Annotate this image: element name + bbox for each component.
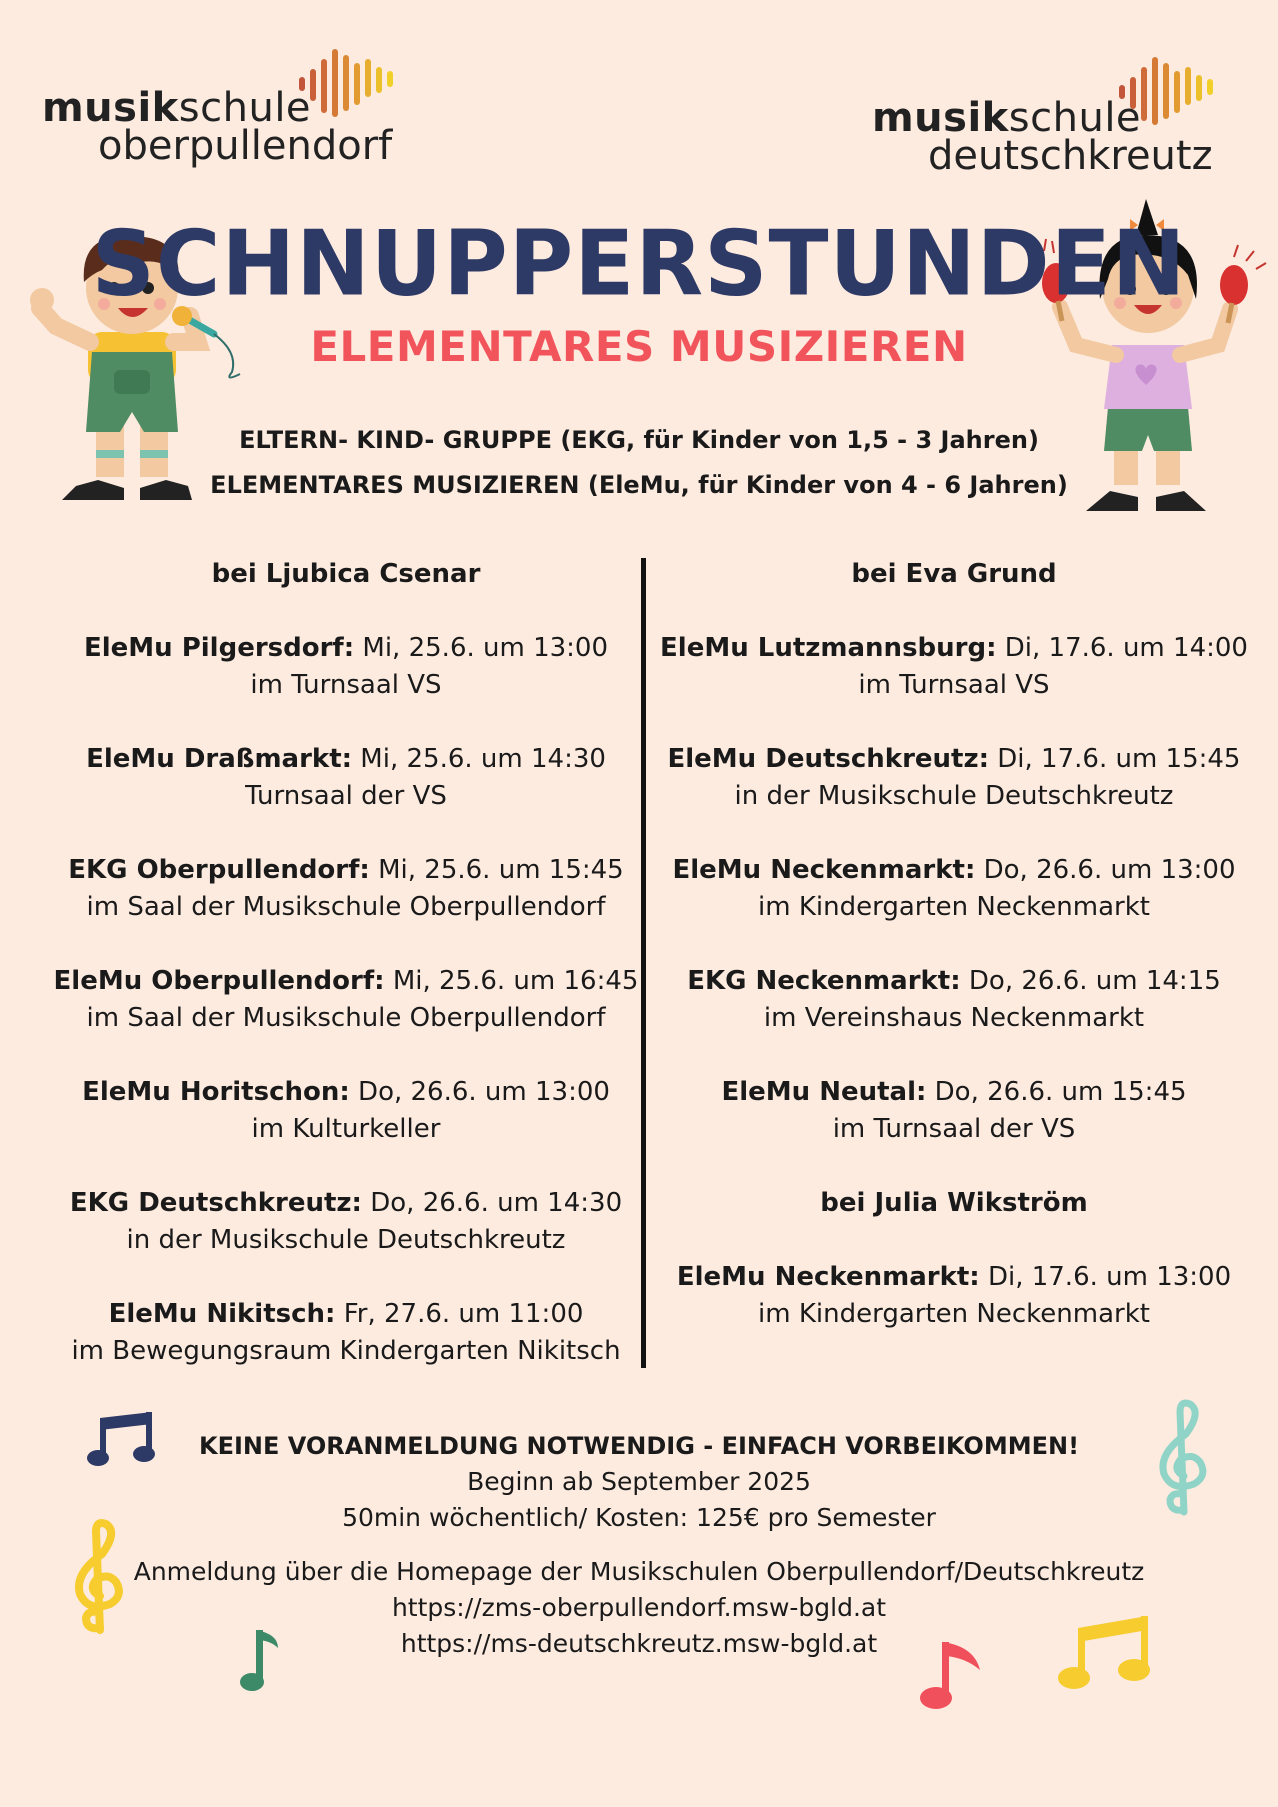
event-place: im Kindergarten Neckenmarkt: [758, 892, 1150, 922]
group-ekg: ELTERN- KIND- GRUPPE (EKG, für Kinder von 1,5 - 3 Jahren): [239, 426, 1039, 454]
treble-clef-icon: [60, 1520, 140, 1635]
event-time: Mi, 25.6. um 16:45: [384, 966, 639, 996]
event-name: EleMu Lutzmannsburg:: [660, 633, 997, 663]
event-item: [36, 1074, 656, 1148]
left-column: [36, 556, 656, 1407]
event-item: [36, 741, 656, 815]
event-time: Mi, 25.6. um 13:00: [354, 633, 609, 663]
event-item: [644, 741, 1264, 815]
treble-clef-icon: [1148, 1400, 1218, 1520]
event-item: [36, 1296, 656, 1370]
eighth-note-icon: [238, 1626, 284, 1696]
eighth-note-icon: [912, 1636, 992, 1716]
logo-right-bold: musik: [872, 95, 1009, 141]
cost-info: 50min wöchentlich/ Kosten: 125€ pro Semester: [342, 1503, 936, 1532]
logo-left-line2: oberpullendorf: [98, 123, 393, 169]
event-item: [36, 1185, 656, 1259]
event-name: EleMu Deutschkreutz:: [667, 744, 990, 774]
event-time: Di, 17.6. um 13:00: [979, 1262, 1232, 1292]
event-time: Do, 26.6. um 14:15: [960, 966, 1221, 996]
event-item: [644, 963, 1264, 1037]
event-item: [644, 630, 1264, 704]
event-name: EleMu Oberpullendorf:: [53, 966, 385, 996]
event-item: [36, 852, 656, 926]
right-column: [644, 556, 1264, 1370]
event-time: Mi, 25.6. um 14:30: [352, 744, 606, 774]
event-time: Do, 26.6. um 13:00: [349, 1077, 610, 1107]
teacher-heading: bei Eva Grund: [851, 559, 1057, 589]
event-name: EKG Oberpullendorf:: [68, 855, 370, 885]
logo-right-line2: deutschkreutz: [928, 133, 1213, 179]
event-time: Do, 26.6. um 14:30: [361, 1188, 623, 1218]
no-registration-notice: KEINE VORANMELDUNG NOTWENDIG - EINFACH VORBEIKOMMEN!: [198, 1432, 1080, 1460]
teacher-heading: bei Ljubica Csenar: [211, 559, 481, 589]
event-time: Di, 17.6. um 14:00: [996, 633, 1248, 663]
event-name: EleMu Pilgersdorf:: [83, 633, 355, 663]
event-name: EleMu Neckenmarkt:: [672, 855, 976, 885]
event-item: [644, 1259, 1264, 1333]
sound-wave-icon: [1118, 56, 1233, 131]
page-title: SCHNUPPERSTUNDEN: [91, 210, 1187, 317]
event-name: EleMu Nikitsch:: [108, 1299, 336, 1329]
logo-left-bold: musik: [42, 85, 179, 131]
event-place: im Turnsaal VS: [858, 670, 1050, 700]
event-name: EleMu Neckenmarkt:: [676, 1262, 980, 1292]
event-time: Do, 26.6. um 13:00: [975, 855, 1236, 885]
event-name: EleMu Draßmarkt:: [86, 744, 353, 774]
sound-wave-icon: [298, 48, 413, 123]
teacher-heading: bei Julia Wikström: [820, 1188, 1088, 1218]
event-item: [644, 1074, 1264, 1148]
double-note-icon: [86, 1408, 160, 1470]
event-place: im Bewegungsraum Kindergarten Nikitsch: [71, 1336, 621, 1366]
event-place: im Turnsaal VS: [250, 670, 442, 700]
registration-info: Anmeldung über die Homepage der Musikschulen Oberpullendorf/Deutschkreutz: [133, 1557, 1145, 1586]
event-place: im Turnsaal der VS: [832, 1114, 1076, 1144]
event-time: Do, 26.6. um 15:45: [926, 1077, 1187, 1107]
url-oberpullendorf[interactable]: https://zms-oberpullendorf.msw-bgld.at: [391, 1593, 887, 1622]
event-place: im Kulturkeller: [251, 1114, 441, 1144]
event-place: im Vereinshaus Neckenmarkt: [763, 1003, 1145, 1033]
event-time: Mi, 25.6. um 15:45: [369, 855, 624, 885]
logo-right-rest: schule: [1008, 95, 1142, 141]
event-item: [36, 963, 656, 1037]
event-item: [644, 852, 1264, 926]
group-elemu: ELEMENTARES MUSIZIEREN (EleMu, für Kinder von 4 - 6 Jahren): [210, 471, 1068, 499]
event-place: Turnsaal der VS: [245, 781, 447, 811]
page-subtitle: ELEMENTARES MUSIZIEREN: [310, 322, 968, 371]
double-note-icon: [1052, 1614, 1154, 1698]
event-time: Fr, 27.6. um 11:00: [335, 1299, 584, 1329]
logo-left-rest: schule: [178, 85, 312, 131]
event-name: EKG Neckenmarkt:: [687, 966, 961, 996]
event-name: EleMu Horitschon:: [82, 1077, 350, 1107]
url-deutschkreutz[interactable]: https://ms-deutschkreutz.msw-bgld.at: [400, 1629, 878, 1658]
start-date: Beginn ab September 2025: [467, 1467, 811, 1496]
group-descriptions: [0, 418, 1278, 508]
event-name: EleMu Neutal:: [721, 1077, 927, 1107]
event-place: im Saal der Musikschule Oberpullendorf: [86, 1003, 606, 1033]
event-time: Di, 17.6. um 15:45: [989, 744, 1241, 774]
event-item: [36, 630, 656, 704]
event-place: in der Musikschule Deutschkreutz: [126, 1225, 566, 1255]
event-place: in der Musikschule Deutschkreutz: [734, 781, 1174, 811]
event-place: im Kindergarten Neckenmarkt: [758, 1299, 1150, 1329]
event-name: EKG Deutschkreutz:: [69, 1188, 362, 1218]
event-place: im Saal der Musikschule Oberpullendorf: [86, 892, 606, 922]
